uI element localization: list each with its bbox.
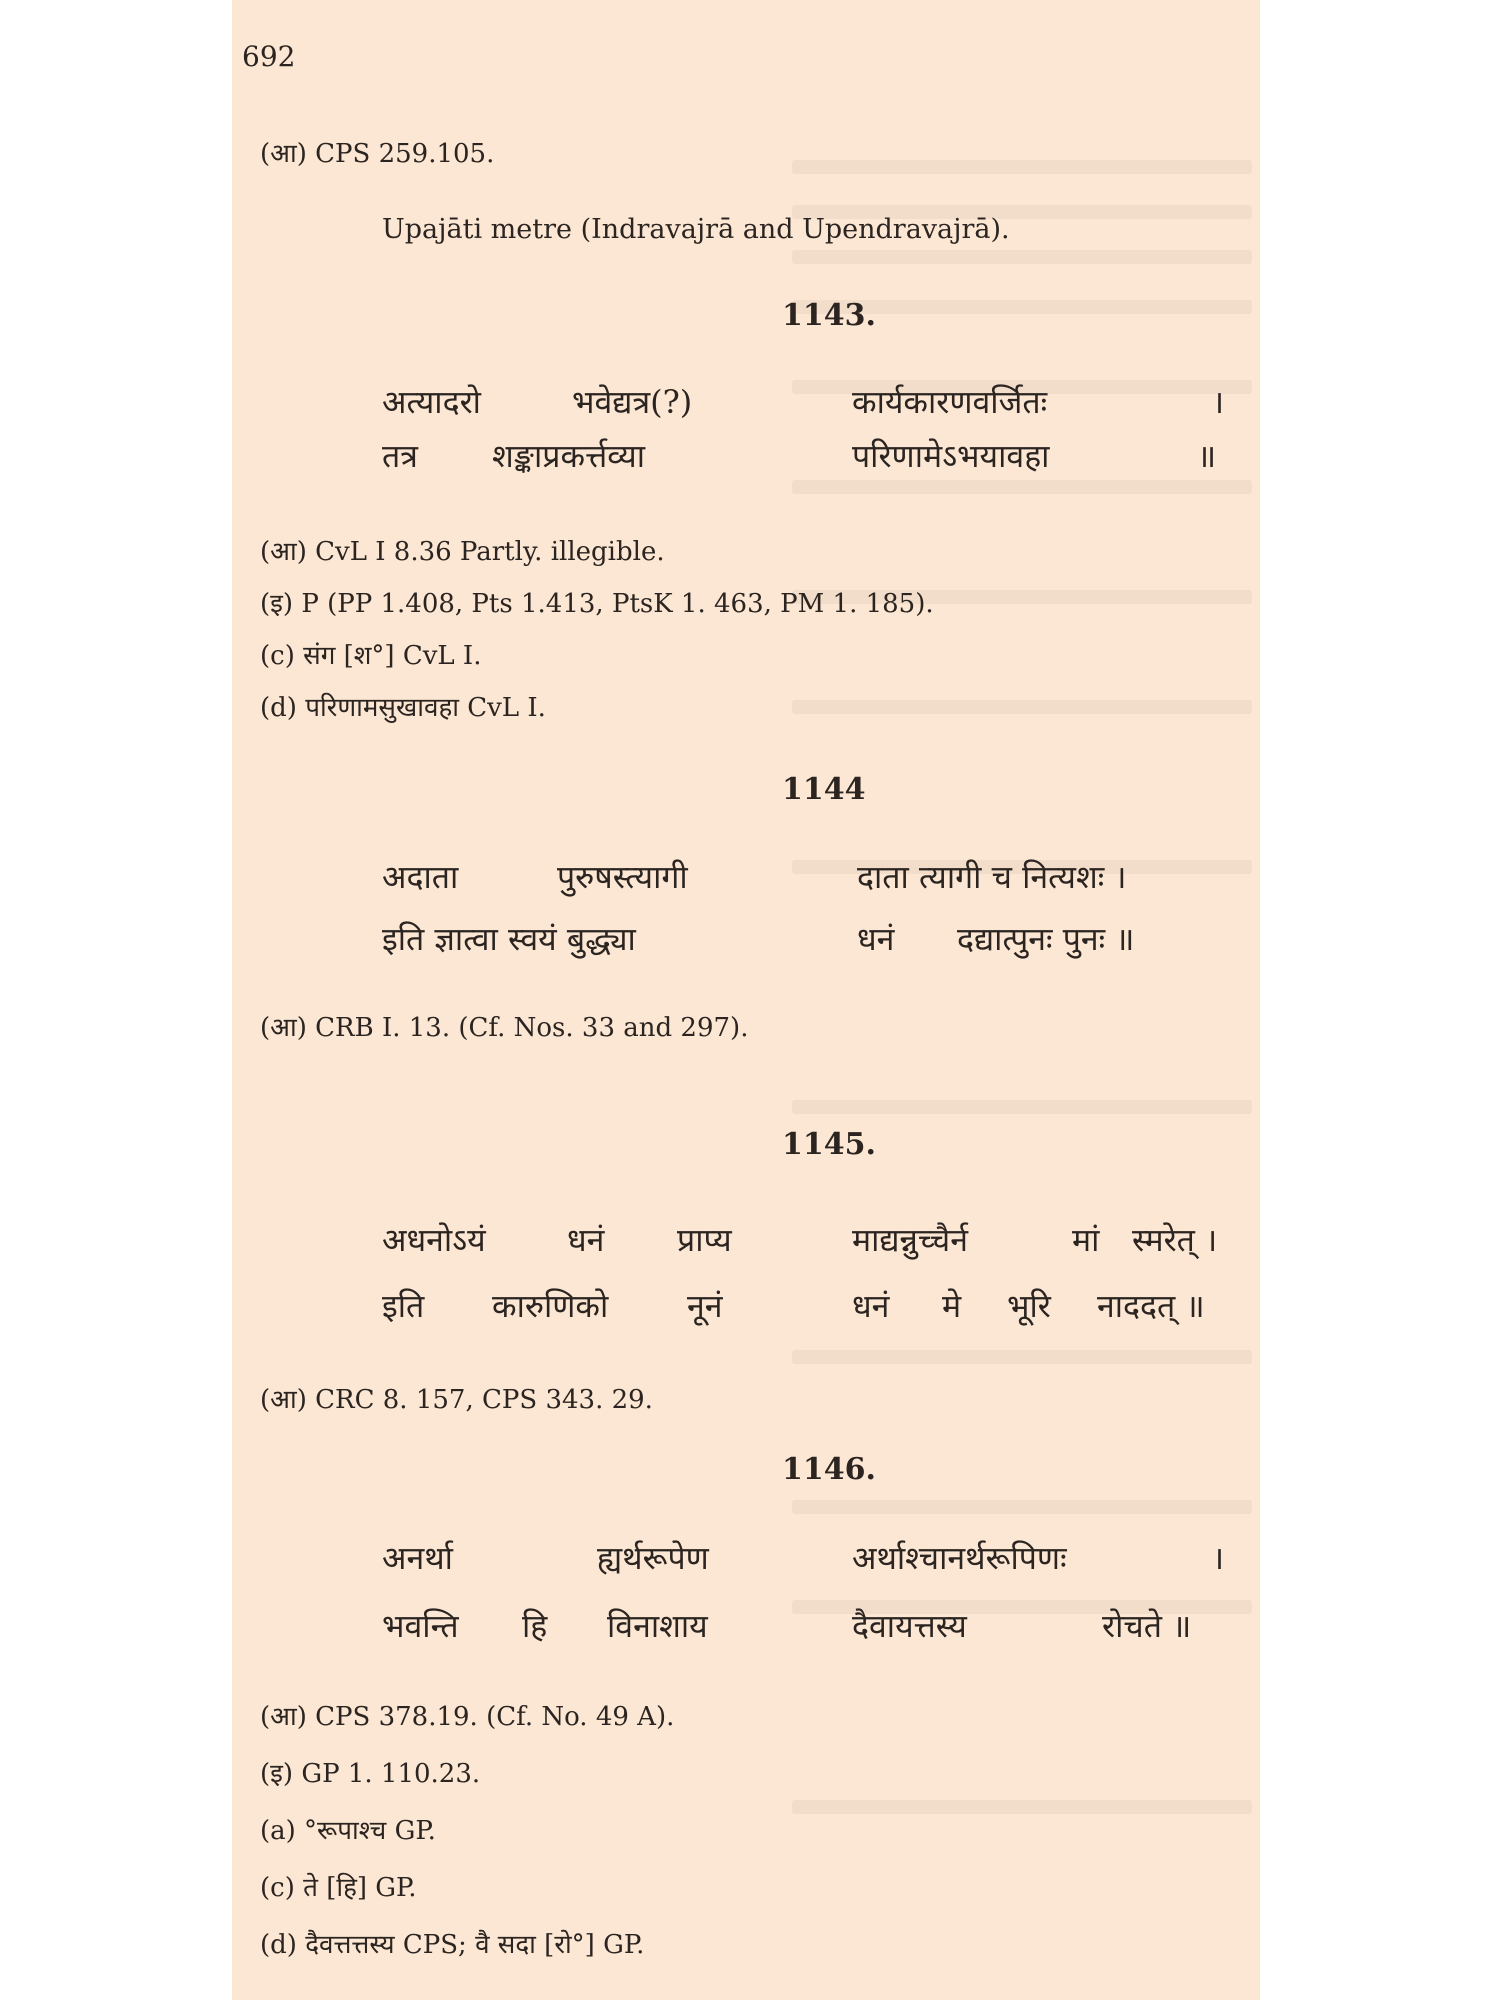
verse-word: अनर्था (382, 1539, 453, 1577)
verse-word: भवेद्यत्र(?) (572, 383, 693, 421)
verse-number: 1143. (782, 298, 876, 333)
note: (c) संग [श°] CvL I. (260, 641, 482, 671)
verse-number: 1144 (782, 772, 866, 807)
note: (आ) CRB I. 13. (Cf. Nos. 33 and 297). (260, 1013, 749, 1043)
verse-word: अत्यादरो (382, 383, 481, 421)
verse-1146 (382, 1536, 1232, 1658)
verse-word: कारुणिको (492, 1287, 609, 1325)
verse-line (382, 1218, 1232, 1284)
verse-word: कार्यकारणवर्जितः (852, 383, 1048, 421)
metre-note: Upajāti metre (Indravajrā and Upendravajrā). (382, 214, 1010, 245)
note: (आ) CvL I 8.36 Partly. illegible. (260, 537, 665, 567)
verse-word: धनं (857, 920, 895, 958)
note: (इ) P (PP 1.408, Pts 1.413, PtsK 1. 463, PM 1. 185). (260, 589, 934, 619)
verse-word: हि (522, 1607, 548, 1645)
note: (आ) CPS 259.105. (260, 139, 495, 169)
note: (इ) GP 1. 110.23. (260, 1759, 481, 1789)
verse-word: धनं (852, 1287, 890, 1325)
verse-word: नाददत् ॥ (1097, 1287, 1205, 1325)
verse-word: मां (1072, 1221, 1100, 1259)
verse-word: नूनं (687, 1287, 723, 1325)
verse-danda: । (1212, 1539, 1225, 1577)
verse-word: धनं (567, 1221, 605, 1259)
note: (आ) CRC 8. 157, CPS 343. 29. (260, 1385, 653, 1415)
verse-word: भूरि (1007, 1287, 1051, 1325)
verse-line (382, 1604, 1232, 1658)
verse-word: तत्र (382, 437, 418, 475)
verse-number: 1146. (782, 1452, 876, 1487)
verse-word: पुरुषस्त्यागी (557, 858, 688, 896)
verse-1144 (382, 855, 1232, 971)
verse-word: स्मरेत् । (1132, 1221, 1218, 1259)
verse-danda: । (1212, 383, 1225, 421)
verse-word: ह्यर्थरूपेण (597, 1539, 709, 1577)
verse-word: माद्यन्नुच्चैर्न (852, 1221, 968, 1259)
book-page (232, 0, 1260, 2000)
verse-word: विनाशाय (607, 1607, 708, 1645)
verse-word: शङ्काप्रकर्त्तव्या (492, 437, 645, 475)
verse-word: भवन्ति (382, 1607, 459, 1645)
verse-1143 (382, 380, 1232, 488)
verse-word: इति (382, 1287, 425, 1325)
verse-word: दैवायत्तस्य (852, 1607, 967, 1645)
verse-word: दद्यात्पुनः पुनः ॥ (957, 920, 1135, 958)
verse-word: इति ज्ञात्वा स्वयं बुद्ध्या (382, 920, 636, 958)
note: (c) ते [हि] GP. (260, 1873, 417, 1903)
verse-word: मे (942, 1287, 962, 1325)
verse-line (382, 434, 1232, 488)
verse-word: प्राप्य (677, 1221, 732, 1259)
verse-line (382, 1536, 1232, 1604)
verse-word: अर्थाश्चानर्थरूपिणः (852, 1539, 1067, 1577)
verse-word: दाता त्यागी च नित्यशः । (857, 858, 1127, 896)
verse-line (382, 1284, 1232, 1338)
verse-number: 1145. (782, 1127, 876, 1162)
verse-word: रोचते ॥ (1102, 1607, 1192, 1645)
verse-danda: ॥ (1197, 437, 1217, 475)
note: (a) °रूपाश्च GP. (260, 1816, 436, 1846)
note: (d) परिणामसुखावहा CvL I. (260, 693, 546, 723)
verse-line (382, 855, 1232, 917)
note: (आ) CPS 378.19. (Cf. No. 49 A). (260, 1702, 675, 1732)
verse-word: परिणामेऽभयावहा (852, 437, 1050, 475)
note: (d) दैवत्तत्तस्य CPS; वै सदा [रो°] GP. (260, 1930, 645, 1960)
verse-1145 (382, 1218, 1232, 1338)
verse-line (382, 917, 1232, 971)
page-number: 692 (242, 40, 296, 73)
verse-word: अधनोऽयं (382, 1221, 486, 1259)
verse-word: अदाता (382, 858, 459, 896)
verse-line (382, 380, 1232, 434)
